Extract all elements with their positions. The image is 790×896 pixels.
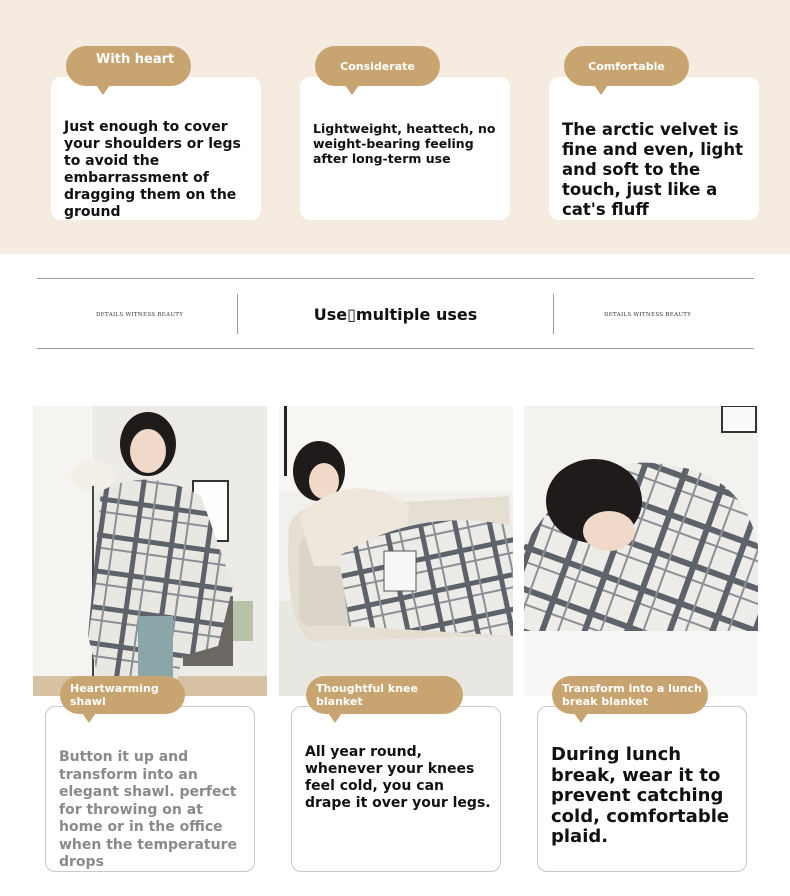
use-tag-shawl: Heartwarming shawl	[60, 676, 185, 714]
caption-left: DETAILS WITNESS BEAUTY	[96, 312, 184, 318]
feature-card-with-heart	[51, 77, 261, 220]
divider-top	[37, 278, 754, 279]
feature-tag-considerate: Considerate	[315, 46, 440, 86]
caption-right: DETAILS WITNESS BEAUTY	[604, 312, 692, 318]
feature-text: Lightweight, heattech, no weight-bearing feeling after long-term use	[313, 121, 496, 166]
section-title: Use▯multiple uses	[313, 305, 478, 324]
feature-text: The arctic velvet is fine and even, light and soft to the touch, just like a cat's fluff	[562, 120, 744, 219]
photo-lunch-blanket	[524, 406, 758, 696]
photo-knee-blanket	[279, 406, 513, 696]
use-text: All year round, whenever your knees feel cold, you can drape it over your legs.	[305, 744, 491, 811]
divider-right	[553, 294, 554, 334]
use-text: During lunch break, wear it to prevent catching cold, comfortable plaid.	[551, 744, 730, 847]
feature-card-comfortable	[549, 77, 759, 220]
photo-shawl	[33, 406, 267, 696]
use-tag-knee-blanket: Thoughtful knee blanket	[306, 676, 463, 714]
use-card-knee-blanket	[291, 706, 501, 872]
use-tag-lunch-blanket: Transform into a lunch break blanket	[552, 676, 708, 714]
use-card-lunch-blanket	[537, 706, 747, 872]
divider-bottom	[37, 348, 754, 349]
feature-card-considerate	[300, 77, 510, 220]
feature-text: Just enough to cover your shoulders or legs to avoid the embarrassment of dragging them on the ground	[64, 119, 241, 220]
use-text: Button it up and transform into an elegant shawl. perfect for throwing on at home or in the office when the temperature drops	[59, 749, 237, 870]
feature-tag-with-heart: With heart	[66, 46, 191, 86]
feature-tag-comfortable: Comfortable	[564, 46, 689, 86]
use-card-shawl	[45, 706, 255, 872]
